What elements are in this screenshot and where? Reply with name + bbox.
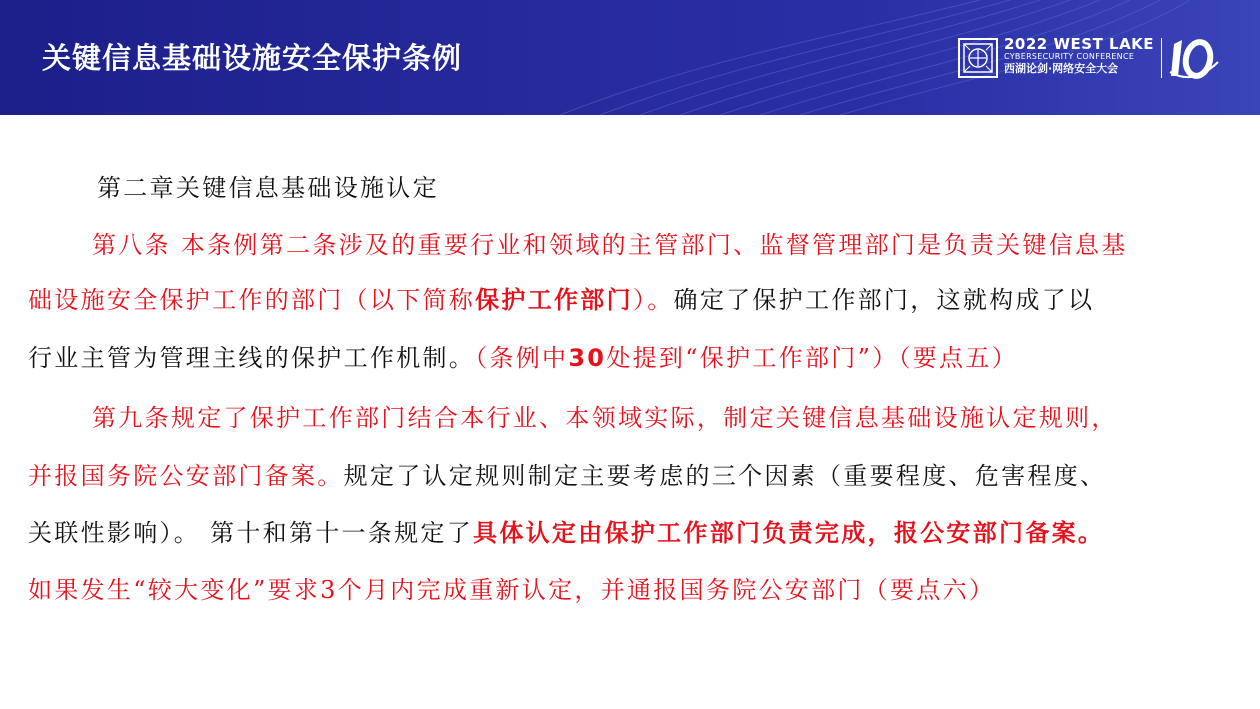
logo-divider (1161, 38, 1162, 78)
conference-logo (958, 36, 1218, 82)
tenth-anniversary-icon (1168, 36, 1220, 82)
logo-title: 2022 WEST LAKE (1004, 35, 1155, 53)
article-9-factors: 规定了认定规则制定主要考虑的三个因素（重要程度、危害程度、 (343, 462, 1107, 490)
articles-10-11-intro: 关联性影响）。 第十和第十一条规定了 (28, 519, 474, 547)
article-9-line-3 (28, 513, 1104, 548)
logo-chinese-name: 西湖论剑·网络安全大会 (1004, 62, 1119, 75)
article-9-line-2 (28, 456, 1106, 491)
article-8-line-2 (28, 280, 1094, 315)
article-8-line-3 (28, 338, 1018, 373)
slide-content (0, 115, 1260, 709)
article-8-close-paren: ）。 (632, 286, 674, 314)
article-8-explanation-cont: 行业主管为管理主线的保护工作机制。 (28, 344, 476, 372)
article-8-text-red: 础设施安全保护工作的部门（以下简称 (28, 286, 476, 314)
chapter-title: 第二章关键信息基础设施认定 (97, 174, 439, 202)
key-point-five-note-b: 处提到“保护工作部门”）（要点五） (606, 344, 1018, 372)
article-9-line-1: 第九条规定了保护工作部门结合本行业、本领域实际，制定关键信息基础设施认定规则， (92, 404, 1118, 432)
protection-department-emphasis: 保护工作部门 (475, 286, 633, 314)
slide-title: 关键信息基础设施安全保护条例 (42, 41, 463, 75)
article-8-line-1: 第八条 本条例第二条涉及的重要行业和领域的主管部门、监督管理部门是负责关键信息基 (92, 231, 1128, 259)
mention-count: 30 (568, 344, 607, 372)
conference-seal-icon (958, 38, 998, 78)
logo-subtitle: CYBERSECURITY CONFERENCE (1004, 52, 1135, 61)
header-banner (0, 0, 1260, 115)
article-8-explanation: 确定了保护工作部门，这就构成了以 (673, 286, 1095, 314)
articles-10-11-emphasis: 具体认定由保护工作部门负责完成，报公安部门备案。 (473, 519, 1105, 547)
key-point-six-line: 如果发生“较大变化”要求3个月内完成重新认定，并通报国务院公安部门（要点六） (28, 576, 996, 604)
key-point-five-note-a: （条例中 (475, 344, 569, 372)
article-9-filing: 并报国务院公安部门备案。 (28, 462, 344, 490)
